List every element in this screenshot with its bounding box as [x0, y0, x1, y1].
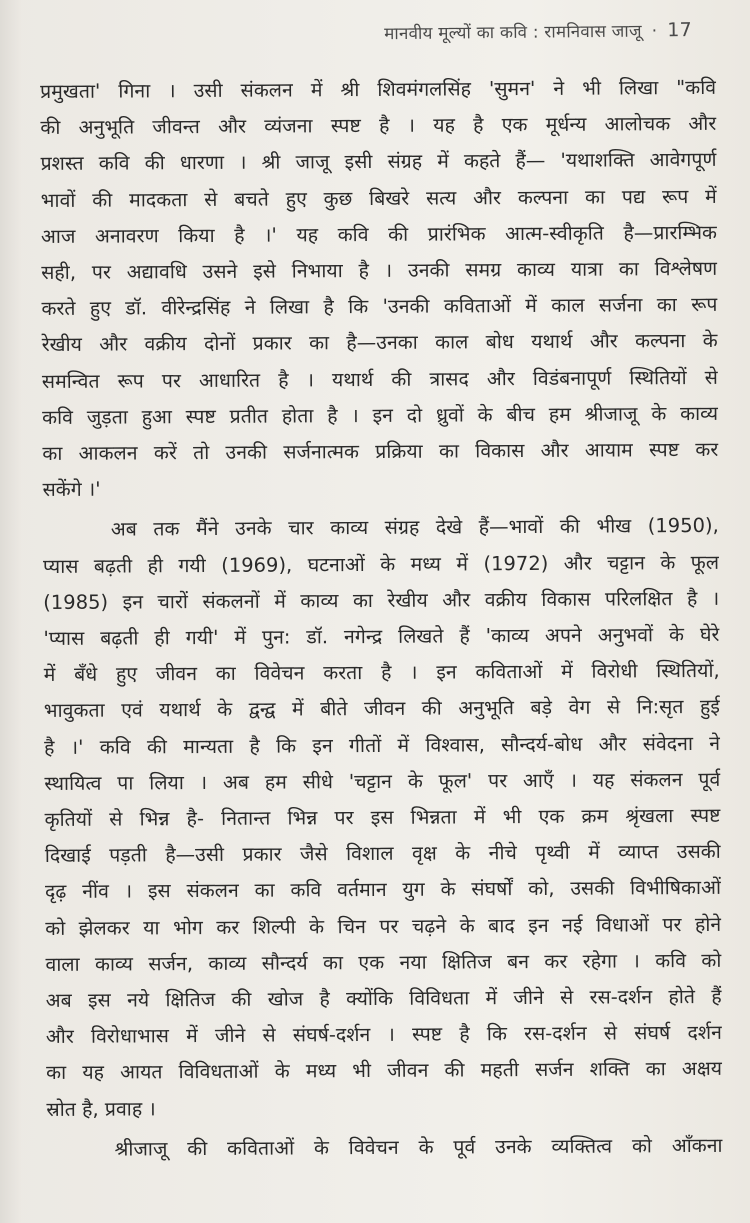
running-head-title: मानवीय मूल्यों का कवि : रामनिवास जाजू: [384, 21, 643, 45]
text-line: अब तक मैंने उनके चार काव्य संग्रह देखे हैं—भावों की भीख (1950),: [110, 514, 719, 542]
text-line: में बँधे हुए जीवन का विवेचन करता है । इन कविताओं में विरोधी स्थितियों,: [43, 659, 720, 687]
text-line: स्रोत है, प्रवाह ।: [46, 1096, 156, 1121]
text-line: आज अनावरण किया है ।' यह कवि की प्रारंभिक आत्म-स्वीकृति है—प्रारम्भिक: [40, 220, 718, 248]
running-head: [384, 18, 692, 44]
text-line: का आकलन करें तो उनकी सर्जनात्मक प्रक्रिया का विकास और आयाम स्पष्ट कर: [42, 437, 719, 466]
running-head-separator: ·: [651, 21, 658, 42]
text-line: 'प्यास बढ़ती ही गयी' में पुन: डॉ. नगेन्द्र लिखते हैं 'काव्य अपने अनुभवों के घेरे: [43, 622, 720, 651]
text-line: समन्वित रूप पर आधारित है । यथार्थ की त्रासद और विडंबनापूर्ण स्थितियों से: [41, 365, 718, 393]
text-line: श्रीजाजू की कविताओं के विवेचन के पूर्व उनके व्यक्तित्व को आँकना: [114, 1133, 723, 1161]
text-line: को झेलकर या भोग कर शिल्पी के चिन पर चढ़ने के बाद इन नई विधाओं पर होने: [45, 912, 722, 940]
text-line: स्थायित्व पा लिया । अब हम सीधे 'चट्टान के फूल' पर आएँ । यह संकलन पूर्व: [44, 767, 721, 795]
text-line: करते हुए डॉ. वीरेन्द्रसिंह ने लिखा है कि 'उनकी कविताओं में काल सर्जना का रूप: [41, 293, 718, 321]
paragraph: [43, 508, 723, 1128]
text-line: रेखीय और वक्रीय दोनों प्रकार का है—उनका काल बोध यथार्थ और कल्पना के: [41, 329, 718, 357]
text-line: प्यास बढ़ती ही गयी (1969), घटनाओं के मध्य में (1972) और चट्टान के फूल: [42, 550, 720, 578]
text-line: (1985) इन चारों संकलनों में काव्य का रेखीय और वक्रीय विकास परिलक्षित है ।: [43, 586, 720, 614]
text-line: कृतियों से भिन्न है- नितान्त भिन्न पर इस भिन्नता में भी एक क्रम श्रृंखला स्पष्ट: [44, 803, 721, 832]
text-line: कवि जुड़ता हुआ स्पष्ट प्रतीत होता है । इन दो ध्रुवों के बीच हम श्रीजाजू के काव्य: [42, 401, 719, 429]
body-text: [40, 70, 723, 1168]
paragraph: [46, 1128, 722, 1168]
text-line: वाला काव्य सर्जन, काव्य सौन्दर्य का एक नया क्षितिज बन कर रहेगा । कवि को: [45, 948, 722, 976]
text-line: की अनुभूति जीवन्त और व्यंजना स्पष्ट है । यह है एक मूर्धन्य आलोचक और: [40, 112, 717, 140]
text-line: है ।' कवि की मान्यता है कि इन गीतों में विश्वास, सौन्दर्य-बोध और संवेदना ने: [44, 731, 721, 759]
text-line: दृढ़ नींव । इस संकलन का कवि वर्तमान युग के संघर्षों को, उसकी विभीषिकाओं: [44, 876, 722, 904]
text-line: भावों की मादकता से बचते हुए कुछ बिखरे सत्य और कल्पना का पद्य रूप में: [40, 184, 717, 212]
text-line: प्रमुखता' गिना । उसी संकलन में श्री शिवमंगलसिंह 'सुमन' ने भी लिखा "कवि: [40, 75, 717, 103]
text-line: सकेंगे ।': [42, 477, 101, 502]
page-number: 17: [667, 18, 693, 42]
text-line: दिखाई पड़ती है—उसी प्रकार जैसे विशाल वृक्ष के नीचे पृथ्वी में व्याप्त उसकी: [44, 840, 721, 868]
text-line: भावुकता एवं यथार्थ के द्वन्द्व में बीते जीवन की अनुभूति बड़े वेग से नि:सृत हुई: [43, 695, 720, 723]
text-line: का यह आयत विविधताओं के मध्य भी जीवन की महती सर्जन शक्ति का अक्षय: [46, 1057, 723, 1085]
text-line: अब इस नये क्षितिज की खोज है क्योंकि विविधता में जीने से रस-दर्शन होते हैं: [45, 984, 722, 1013]
text-line: सही, पर अद्यावधि उसने इसे निभाया है । उनकी समग्र काव्य यात्रा का विश्लेषण: [41, 256, 718, 285]
paragraph: [40, 70, 719, 509]
text-line: प्रशस्त कवि की धारणा । श्री जाजू इसी संग्रह में कहते हैं— 'यथाशक्ति आवेगपूर्ण: [40, 148, 717, 176]
text-line: और विरोधाभास में जीने से संघर्ष-दर्शन । स्पष्ट है कि रस-दर्शन से संघर्ष दर्शन: [45, 1021, 722, 1049]
